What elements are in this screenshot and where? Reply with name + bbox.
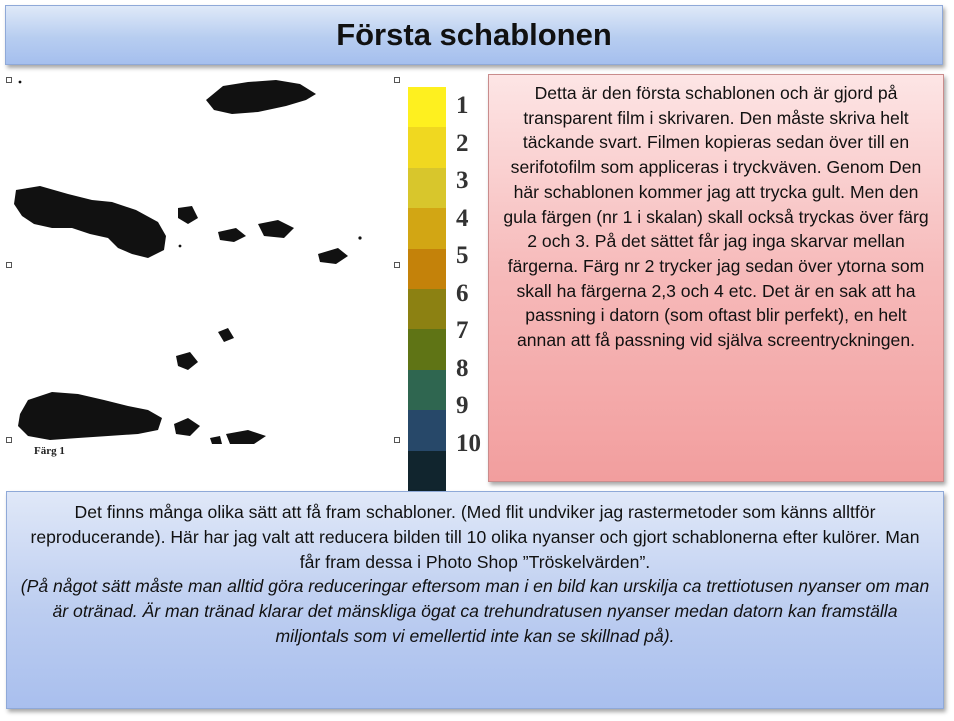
scale-label-7: 7 bbox=[456, 317, 469, 344]
title-banner bbox=[5, 5, 943, 65]
selection-handle-top-left[interactable] bbox=[6, 77, 12, 83]
scale-swatch-7 bbox=[408, 329, 446, 369]
scale-label-10: 10 bbox=[456, 429, 481, 457]
stencil-blob-small-6 bbox=[176, 352, 198, 370]
description-text: Detta är den första schablonen och är gjord på transparent film i skrivaren. Den måste skriva helt täckande svart. Filmen kopieras sedan över till en serifotofilm som appliceras i tryckväven. Genom Den här schablonen kommer jag att trycka gult. Men den gula färgen (nr 1 i skalan) skall också tryckas över färg 2 och 3. På det sättet får jag inga skarvar mellan färgerna. Färg nr 2 trycker jag sedan över ytorna som skall ha färgerna 2,3 och 4 etc. Det är en sak att ha passning i datorn (som oftast blir perfekt), en helt annan att få passning vid själva screentryckningen. bbox=[503, 83, 929, 351]
stencil-blob-bottom-right-1 bbox=[174, 418, 200, 436]
info-text: Det finns många olika sätt att få fram schabloner. (Med flit undviker jag rastermetoder som känns alltför reproducerande). Här har jag valt att reducera bilden till 10 olika nyanser och gjort schablonerna efter kulörer. Man får fram dessa i Photo Shop ”Tröskelvärden”. bbox=[30, 502, 920, 572]
scale-swatch-3 bbox=[408, 168, 446, 208]
scale-label-1: 1 bbox=[456, 92, 469, 119]
scale-label-2: 2 bbox=[456, 129, 469, 157]
stencil-image bbox=[8, 78, 398, 446]
stencil-blob-top-island bbox=[206, 80, 316, 114]
stencil-shapes bbox=[8, 78, 398, 446]
scale-swatch-2 bbox=[408, 127, 446, 167]
stencil-blob-left-mass bbox=[14, 186, 166, 258]
scale-swatch-4 bbox=[408, 208, 446, 248]
scale-swatch-6 bbox=[408, 289, 446, 329]
stencil-caption: Färg 1 bbox=[34, 445, 65, 457]
stencil-blob-bottom-mass bbox=[18, 392, 162, 440]
scale-label-8: 8 bbox=[456, 354, 469, 382]
description-box bbox=[488, 74, 944, 482]
stencil-blob-small-2 bbox=[218, 228, 246, 242]
stencil-blob-small-3 bbox=[258, 220, 294, 238]
stencil-speck-2 bbox=[179, 245, 182, 248]
selection-handle-top-right[interactable] bbox=[394, 77, 400, 83]
selection-handle-bottom-left[interactable] bbox=[6, 437, 12, 443]
scale-label-6: 6 bbox=[456, 279, 469, 307]
scale-label-4: 4 bbox=[456, 204, 469, 232]
scale-swatch-8 bbox=[408, 370, 446, 410]
stencil-blob-small-5 bbox=[218, 328, 234, 342]
scale-swatch-10 bbox=[408, 451, 446, 491]
info-note: (På något sätt måste man alltid göra reduceringar eftersom man i en bild kan urskilja ca trettiotusen nyanser om man är otränad. Är man tränad klarar det mänskliga ögat ca trehundratusen nyanser medan datorn kan framställa miljontals som vi emellertid inte kan se skillnad på). bbox=[20, 576, 930, 646]
stencil-speck-1 bbox=[19, 81, 22, 84]
scale-swatch-9 bbox=[408, 410, 446, 450]
stencil-speck-3 bbox=[358, 236, 361, 239]
selection-handle-bottom-right[interactable] bbox=[394, 437, 400, 443]
stencil-blob-bottom-right-2 bbox=[226, 430, 266, 444]
color-scale-labels bbox=[456, 87, 486, 462]
stencil-blob-small-1 bbox=[178, 206, 198, 224]
color-scale bbox=[408, 87, 446, 491]
selection-handle-mid-right[interactable] bbox=[394, 262, 400, 268]
scale-swatch-1 bbox=[408, 87, 446, 127]
scale-label-9: 9 bbox=[456, 392, 469, 419]
info-box bbox=[6, 491, 944, 709]
scale-label-5: 5 bbox=[456, 242, 469, 269]
selection-handle-mid-left[interactable] bbox=[6, 262, 12, 268]
slide-title: Första schablonen bbox=[336, 17, 612, 52]
scale-swatch-5 bbox=[408, 249, 446, 289]
scale-label-3: 3 bbox=[456, 167, 469, 194]
stencil-blob-bottom-right-3 bbox=[210, 436, 222, 444]
stencil-blob-small-4 bbox=[318, 248, 348, 264]
